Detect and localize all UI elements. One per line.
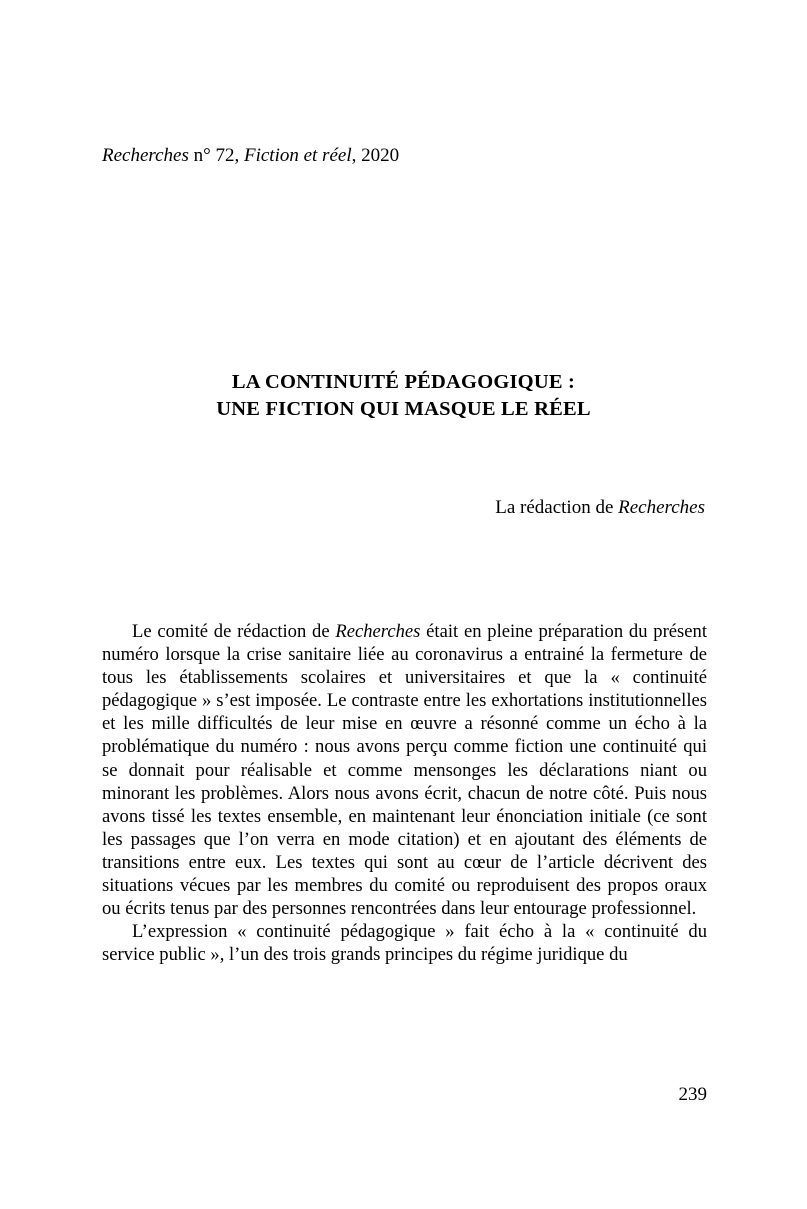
running-head-issue: n° 72,	[188, 145, 244, 166]
article-title-line-1: LA CONTINUITÉ PÉDAGOGIQUE :	[231, 371, 576, 393]
paragraph-1-rest: était en pleine préparation du présent numéro lorsque la crise sanitaire liée au coronavirus a entrainé la fermeture de tous les établissements scolaires et universitaires et que la « continuité pédagogique » s’est imposée. Le contraste entre les exhortations institutionnelles et les mille difficultés de leur mise en œuvre a résonné comme un écho à la problématique du numéro : nous avons perçu comme fiction une continuité qui se donnait pour réalisable et comme mensonges les déclarations niant ou minorant les problèmes. Alors nous avons écrit, chacun de notre côté. Puis nous avons tissé les textes ensemble, en maintenant leur énonciation initiale (ce sont les passages que l’on verra en mode citation) et en ajoutant des éléments de transitions entre eux. Les textes qui sont au cœur de l’article décrivent des situations vécues par les membres du comité ou reproduisent des propos oraux ou écrits tenus par des personnes rencontrées dans leur entourage professionnel.	[102, 621, 707, 920]
article-title-line-2: UNE FICTION QUI MASQUE LE RÉEL	[216, 398, 591, 420]
byline-journal: Recherches	[618, 497, 705, 518]
article-title	[0, 369, 807, 423]
byline	[495, 496, 705, 520]
article-body	[102, 620, 707, 966]
byline-prefix: La rédaction de	[495, 497, 619, 518]
paragraph-1	[102, 620, 707, 920]
running-head	[102, 144, 399, 168]
running-head-year: , 2020	[351, 145, 400, 166]
page-number: 239	[678, 1084, 707, 1105]
paragraph-1-start: Le comité de rédaction de	[132, 621, 336, 642]
running-head-theme: Fiction et réel	[243, 145, 352, 166]
running-head-journal: Recherches	[102, 145, 189, 166]
paragraph-2: L’expression « continuité pédagogique » fait écho à la « continuité du service public », l’un des trois grands principes du régime juridique du	[102, 921, 707, 966]
paragraph-1-journal: Recherches	[335, 621, 421, 642]
